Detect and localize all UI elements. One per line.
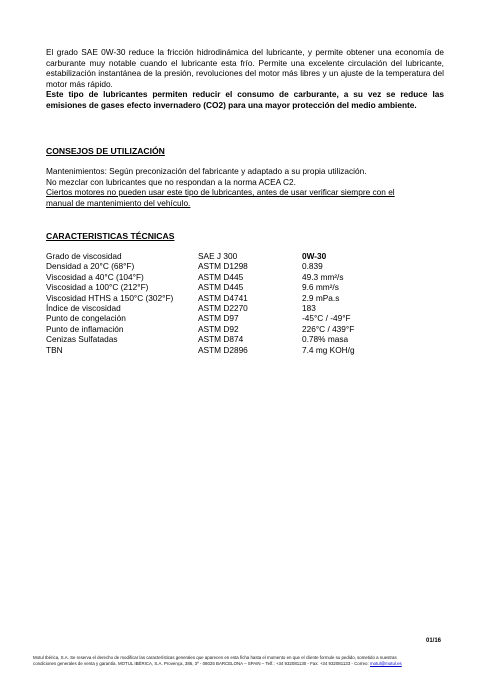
spec-value: 7.4 mg KOH/g — [302, 344, 355, 355]
specs-table — [46, 251, 452, 355]
advice-line-warning: Ciertos motores no pueden usar este tipo de lubricantes, antes de usar verificar siempre con el — [46, 187, 395, 198]
spec-value: 9.6 mm²/s — [302, 282, 339, 293]
spec-name: Viscosidad a 40°C (104°F) — [46, 271, 144, 282]
advice-block — [46, 166, 446, 208]
spec-standard: ASTM D445 — [198, 282, 244, 293]
spec-row — [46, 324, 452, 334]
spec-row — [46, 251, 452, 261]
spec-value: 2.9 mPa.s — [302, 292, 340, 303]
spec-standard: ASTM D445 — [198, 271, 244, 282]
spec-name: Cenizas Sulfatadas — [46, 334, 118, 345]
spec-value: 0.839 — [302, 261, 323, 272]
footer-line-1: Motul Ibérica, S.A. Se reserva el derecho de modificar las características generales que aparecen en esta ficha hasta el momento en que el cliente formule su pedido, sometido a nuestras — [33, 655, 397, 660]
spec-row — [46, 293, 452, 303]
intro-paragraph — [46, 47, 444, 111]
advice-section-title: CONSEJOS DE UTILIZACIÓN — [46, 146, 165, 156]
spec-row — [46, 345, 452, 355]
spec-standard: ASTM D2270 — [198, 302, 248, 313]
spec-name: Viscosidad a 100°C (212°F) — [46, 282, 149, 293]
spec-standard: ASTM D4741 — [198, 292, 248, 303]
spec-name: Punto de congelación — [46, 313, 126, 324]
spec-row — [46, 334, 452, 344]
spec-standard: ASTM D2896 — [198, 344, 248, 355]
specs-section-title: CARACTERISTICAS TÉCNICAS — [46, 231, 175, 241]
spec-value: 49.3 mm²/s — [302, 271, 344, 282]
spec-standard: SAE J 300 — [198, 251, 238, 261]
spec-name: Índice de viscosidad — [46, 302, 121, 313]
spec-value: 0W-30 — [302, 251, 327, 261]
spec-standard: ASTM D1298 — [198, 261, 248, 272]
spec-row — [46, 282, 452, 292]
spec-name: Grado de viscosidad — [46, 251, 122, 261]
advice-line-maintenance: Mantenimientos: Según preconización del fabricante y adaptado a su propia utilización. — [46, 166, 367, 176]
spec-standard: ASTM D92 — [198, 323, 239, 334]
spec-name: Viscosidad HTHS a 150°C (302°F) — [46, 292, 174, 303]
advice-line-mixing: No mezclar con lubricantes que no respondan a la norma ACEA C2. — [46, 176, 296, 187]
intro-text: El grado SAE 0W-30 reduce la fricción hidrodinámica del lubricante, y permite obtener una economía de carburante muy notable cuando el lubricante esta frío. Permite una excelente circulación del lubricante, estabilización instantánea de la presión, revoluciones del motor más libres y un ajuste de la temperatura del motor más rápido. — [46, 47, 444, 89]
spec-row — [46, 272, 452, 282]
spec-name: Punto de inflamación — [46, 323, 124, 334]
spec-value: 183 — [302, 302, 316, 313]
spec-row — [46, 313, 452, 323]
spec-value: 0.78% masa — [302, 334, 349, 345]
spec-value: -45°C / -49°F — [302, 313, 351, 324]
spec-name: TBN — [46, 344, 63, 355]
footer-line-2-text: condiciones generales de venta y garantía. MOTUL IBÉRICA, S.A. Provença, 386, 3º - 08025 BARCELONA – SPAIN – Telf.: +34 932081130 - Fax: +34 932081133 - Correo: — [33, 661, 370, 667]
footer-line-2 — [33, 661, 463, 667]
spec-name: Densidad a 20°C (68°F) — [46, 261, 135, 272]
spec-value: 226°C / 439°F — [302, 323, 355, 334]
spec-standard: ASTM D874 — [198, 334, 244, 345]
footer-legal — [33, 655, 463, 668]
spec-row — [46, 303, 452, 313]
footer-email-link[interactable]: motul@motul.es — [369, 661, 402, 667]
page-number: 01/16 — [426, 638, 442, 644]
spec-standard: ASTM D97 — [198, 313, 239, 324]
advice-line-warning-cont: manual de mantenimiento del vehículo. — [46, 197, 191, 208]
spec-row — [46, 261, 452, 271]
intro-bold-text: Este tipo de lubricantes permiten reducir el consumo de carburante, a su vez se reduce las emisiones de gases efecto invernadero (CO2) para una mayor protección del medio ambiente. — [46, 89, 444, 110]
